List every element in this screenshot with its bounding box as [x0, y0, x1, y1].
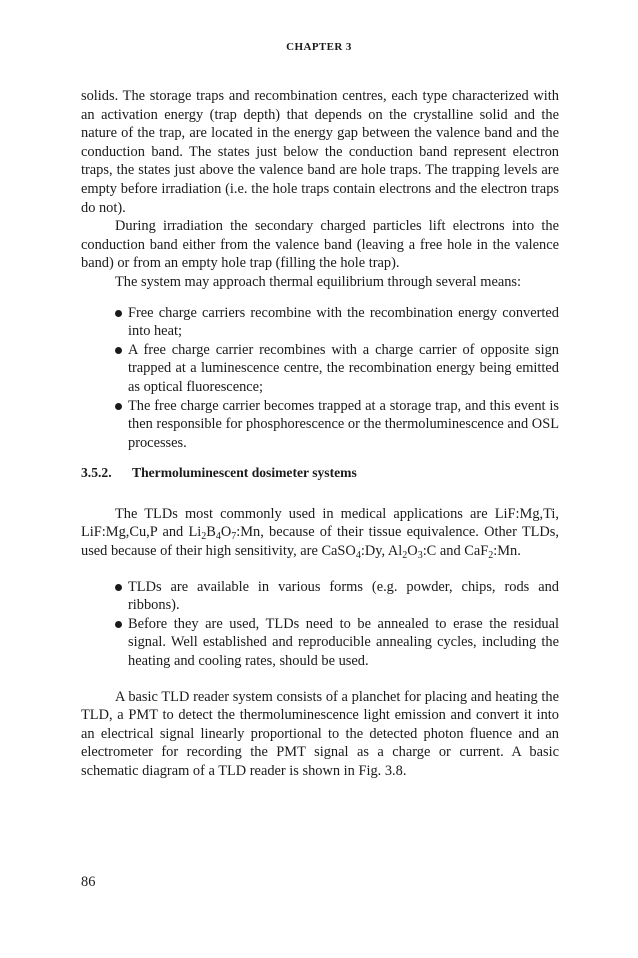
text: B	[206, 524, 216, 541]
section-number: 3.5.2.	[81, 465, 112, 481]
subscript: 4	[355, 550, 361, 562]
list-item-text: A free charge carrier recombines with a charge carrier of opposite sign trapped at a luminescence centre, the recombination energy being emitted as optical fluorescence;	[128, 341, 559, 395]
text: :Dy, Al	[360, 543, 403, 560]
section-title: Thermoluminescent dosimeter systems	[132, 465, 357, 481]
paragraph: A basic TLD reader system consists of a planchet for placing and heating the TLD, a PMT to detect the thermoluminescence light emission and convert it into an electrical signal linearly proportional to the detected photon fluence and an electrometer for recording the PMT signal as a charge or current. A basic schematic diagram of a TLD reader is shown in Fig. 3.8.	[81, 688, 559, 779]
text: :Mn.	[493, 543, 521, 560]
text: :Mn, because of their tissue equivalence. Other TLDs, used because of their high sensitivity, are CaSO	[81, 524, 559, 560]
paragraph: The system may approach thermal equilibrium through several means:	[115, 273, 522, 290]
list-item	[115, 341, 559, 397]
list-item-text: TLDs are available in various forms (e.g. powder, chips, rods and ribbons).	[128, 578, 559, 614]
list-item	[115, 397, 559, 453]
list-item	[115, 578, 559, 615]
bullet-icon	[115, 584, 122, 591]
subscript: 4	[215, 531, 221, 543]
list-item	[115, 304, 559, 341]
text: O	[407, 543, 418, 560]
subscript: 7	[231, 531, 237, 543]
text: :C and CaF	[422, 543, 489, 560]
page-body	[81, 87, 559, 781]
bullet-icon	[115, 310, 122, 317]
paragraph: During irradiation the secondary charged particles lift electrons into the conduction band either from the valence band (leaving a free hole in the valence band) or from an empty hole trap (filling the hole trap).	[81, 218, 559, 272]
list-item-text: The free charge carrier becomes trapped at a storage trap, and this event is then responsible for phosphorescence or the thermoluminescence and OSL processes.	[128, 397, 559, 451]
bullet-icon	[115, 403, 122, 410]
bullet-list	[81, 578, 559, 671]
paragraph	[81, 505, 559, 561]
list-item	[115, 615, 559, 671]
subscript: 2	[201, 531, 207, 543]
subscript: 3	[417, 550, 423, 562]
list-item-text: Free charge carriers recombine with the recombination energy converted into heat;	[128, 304, 559, 340]
bullet-icon	[115, 347, 122, 354]
bullet-icon	[115, 621, 122, 628]
paragraph: solids. The storage traps and recombination centres, each type characterized with an activation energy (trap depth) that depends on the crystalline solid and the nature of the trap, are located in the energy gap between the valence band and the conduction band. The states just below the conduction band represent electron traps, the states just above the valence band are hole traps. The trapping levels are empty before irradiation (i.e. the hole traps contain electrons and the electron traps do not).	[81, 88, 559, 216]
list-item-text: Before they are used, TLDs need to be annealed to erase the residual signal. Well established and reproducible annealing cycles, including the heating and cooling rates, should be used.	[128, 615, 559, 670]
bullet-list	[81, 304, 559, 453]
page-number: 86	[81, 874, 96, 890]
subscript: 2	[402, 550, 408, 562]
text: The TLDs most commonly used in medical applications are LiF:Mg,Ti, LiF:Mg,Cu,P and Li	[81, 505, 559, 541]
section-heading	[81, 464, 559, 483]
chapter-header: CHAPTER 3	[286, 41, 352, 53]
text: O	[220, 524, 232, 541]
subscript: 2	[488, 550, 494, 562]
